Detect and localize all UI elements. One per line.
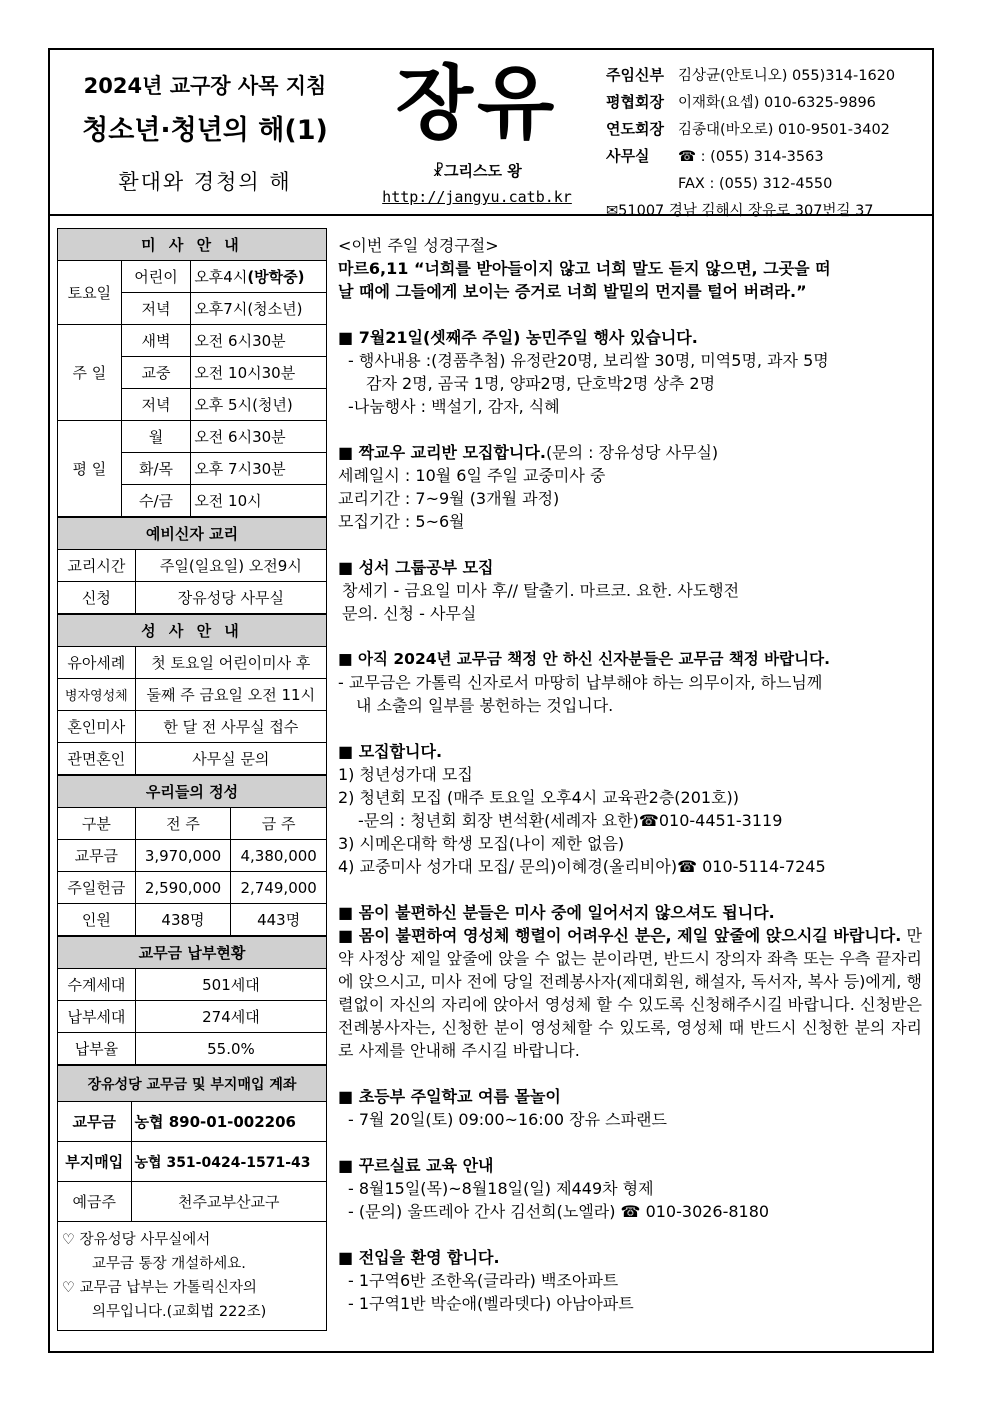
day-saturday: 토요일 bbox=[58, 261, 122, 325]
table-value: 사무실 문의 bbox=[135, 743, 326, 775]
table-label: 인원 bbox=[58, 904, 136, 936]
mass-time: 오전 6시30분 bbox=[191, 421, 327, 453]
table-value: 2,590,000 bbox=[135, 872, 231, 904]
section-line: 모집기간 : 5~6월 bbox=[338, 512, 465, 531]
mass-label: 월 bbox=[121, 421, 191, 453]
mass-time: 오후 5시(청년) bbox=[191, 389, 327, 421]
section-title: ■ 몸이 불편하신 분들은 미사 중에 일어서지 않으셔도 됩니다. bbox=[338, 903, 775, 922]
verse-text: 날 때에 그들에게 보이는 증거로 너희 발밑의 먼지를 털어 버려라.” bbox=[338, 282, 807, 301]
mass-time: 오전 6시30분 bbox=[191, 325, 327, 357]
table-value: 장유성당 사무실 bbox=[135, 582, 326, 614]
section-line: - 8월15일(목)~8월18일(일) 제449차 형제 bbox=[348, 1179, 654, 1198]
section-line: - 1구역6반 조한옥(글라라) 백조아파트 bbox=[348, 1271, 619, 1290]
table-value: 501세대 bbox=[135, 969, 326, 1001]
note-line: 교무금 통장 개설하세요. bbox=[92, 1256, 246, 1272]
contact-pastor: 주임신부 김상균(안토니오) 055)314-1620 bbox=[606, 66, 896, 84]
guideline-theme: 청소년·청년의 해(1) bbox=[82, 115, 328, 146]
day-weekday: 평 일 bbox=[58, 421, 122, 517]
guideline-year: 2024년 교구장 사목 지침 bbox=[83, 74, 327, 98]
dues-title: 교무금 납부현황 bbox=[58, 937, 327, 969]
catechumen-table bbox=[57, 517, 327, 614]
section-title: ■ 초등부 주일학교 여름 몰놀이 bbox=[338, 1087, 561, 1106]
mass-time: 오후7시(청소년) bbox=[191, 293, 327, 325]
section-paragraph: ■ 몸이 불편하여 영성체 행렬이 어려우신 분은, 제일 앞줄에 앉으시길 바랍니다. 만약 사정상 제일 앞줄에 앉을 수 없는 분이라면, 반드시 장의자 좌측 또는 우측 끝자리에 앉으시고, 미사 전에 당일 전례봉사자(제대회원, 해설자, 독서자, 복사 등)에게, 행렬없이 자신의 자리에 앉아서 영성체 할 수 있도록 신청해주시길 바랍니다. 신청받은 전례봉사자는, 신청한 분이 영성체할 수 있도록, 영성체 때 반드시 신청한 분의 자리로 사제를 안내해 주시길 바랍니다. bbox=[338, 926, 922, 1060]
contact-address: ✉51007 경남 김해시 장유로 307번길 37 bbox=[606, 203, 874, 219]
section-title: ■ 꾸르실료 교육 안내 bbox=[338, 1156, 494, 1175]
table-label: 유아세례 bbox=[58, 647, 136, 679]
section-line: - (문의) 울뜨레아 간사 김선희(노엘라) ☎ 010-3026-8180 bbox=[348, 1202, 770, 1221]
dues-table bbox=[57, 936, 327, 1065]
table-label: 교무금 bbox=[58, 840, 136, 872]
guideline-subtheme: 환대와 경청의 해 bbox=[118, 170, 292, 194]
section-line: -나눔행사 : 백설기, 감자, 식혜 bbox=[348, 397, 560, 416]
table-label: 수계세대 bbox=[58, 969, 136, 1001]
column-header: 구분 bbox=[58, 808, 136, 840]
section-line: 교리기간 : 7~9월 (3개월 과정) bbox=[338, 489, 560, 508]
contact-office: 사무실 ☎ : (055) 314-3563 bbox=[606, 147, 824, 165]
sacrament-title: 성 사 안 내 bbox=[58, 615, 327, 647]
section-title: ■ 아직 2024년 교무금 책정 안 하신 신자분들은 교무금 책정 바랍니다. bbox=[338, 650, 830, 668]
section-title: ■ 전입을 환영 합니다. bbox=[338, 1248, 500, 1267]
table-value: 첫 토요일 어린이미사 후 bbox=[135, 647, 326, 679]
account-table bbox=[57, 1065, 327, 1222]
table-label: 주일헌금 bbox=[58, 872, 136, 904]
table-label: 교무금 bbox=[58, 1102, 132, 1142]
section-line: -문의 : 청년회 회장 변석환(세례자 요한)☎010-4451-3119 bbox=[358, 811, 783, 830]
table-label: 예금주 bbox=[58, 1182, 132, 1222]
section-title: ■ 짝교우 교리반 모집합니다.(문의 : 장유성당 사무실) bbox=[338, 443, 719, 462]
contact-fax: FAX : (055) 312-4550 bbox=[678, 176, 833, 192]
section-line: 문의. 신청 - 사무실 bbox=[342, 604, 477, 623]
parish-logo: 장유 bbox=[395, 57, 559, 150]
table-value: 주일(일요일) 오전9시 bbox=[135, 550, 326, 582]
contact-council: 평협회장 이재화(요셉) 010-6325-9896 bbox=[606, 93, 876, 111]
section-line: - 1구역1반 박순애(벨라뎃다) 아남아파트 bbox=[348, 1294, 634, 1313]
table-value: 농협 351-0424-1571-43 bbox=[131, 1142, 326, 1182]
table-value: 4,380,000 bbox=[231, 840, 327, 872]
mass-label: 수/금 bbox=[121, 485, 191, 517]
section-line: - 행사내용 :(경품추첨) 유정란20명, 보리쌀 30명, 미역5명, 과자 5명 bbox=[348, 351, 829, 370]
pastoral-guideline bbox=[50, 50, 360, 216]
table-label: 관면혼인 bbox=[58, 743, 136, 775]
table-value: 3,970,000 bbox=[135, 840, 231, 872]
mass-time: 오전 10시30분 bbox=[191, 357, 327, 389]
table-label: 납부율 bbox=[58, 1033, 136, 1065]
offering-table bbox=[57, 775, 327, 936]
section-title: ■ 모집합니다. bbox=[338, 742, 443, 761]
table-value: 2,749,000 bbox=[231, 872, 327, 904]
section-line: 감자 2명, 곰국 1명, 양파2명, 단호박2명 상추 2명 bbox=[366, 374, 716, 393]
column-header: 전 주 bbox=[135, 808, 231, 840]
mass-time: 오전 10시 bbox=[191, 485, 327, 517]
sidebar-notes bbox=[57, 1222, 327, 1331]
note-line: ♡ 장유성당 사무실에서 bbox=[62, 1232, 211, 1248]
sacrament-table bbox=[57, 614, 327, 775]
table-value: 443명 bbox=[231, 904, 327, 936]
note-line: 의무입니다.(교회법 222조) bbox=[92, 1304, 267, 1320]
mass-title: 미 사 안 내 bbox=[58, 229, 327, 261]
mass-label: 어린이 bbox=[121, 261, 191, 293]
christ-king-label: ☧그리스도 왕 bbox=[432, 162, 522, 180]
verse-title: <이번 주일 성경구절> bbox=[338, 236, 499, 255]
mass-schedule-table bbox=[57, 228, 327, 517]
contact-yeondo: 연도회장 김종대(바오로) 010-9501-3402 bbox=[606, 120, 890, 138]
verse-text: 마르6,11 “너희를 받아들이지 않고 너희 말도 듣지 않으면, 그곳을 떠 bbox=[338, 259, 831, 278]
mass-label: 교중 bbox=[121, 357, 191, 389]
section-line: 세례일시 : 10월 6일 주일 교중미사 중 bbox=[338, 466, 606, 485]
table-label: 교리시간 bbox=[58, 550, 136, 582]
table-label: 납부세대 bbox=[58, 1001, 136, 1033]
mass-label: 새벽 bbox=[121, 325, 191, 357]
table-value: 55.0% bbox=[135, 1033, 326, 1065]
bulletin-page bbox=[48, 48, 934, 1353]
section-line: 창세기 - 금요일 미사 후// 탈출기. 마르코. 요한. 사도행전 bbox=[342, 581, 740, 600]
section-line: 내 소출의 일부를 봉헌하는 것입니다. bbox=[356, 696, 614, 715]
contact-info bbox=[606, 62, 928, 224]
offering-title: 우리들의 정성 bbox=[58, 776, 327, 808]
mass-time: 오후4시(방학중) bbox=[191, 261, 327, 293]
table-label: 혼인미사 bbox=[58, 711, 136, 743]
table-value: 438명 bbox=[135, 904, 231, 936]
table-value: 농협 890-01-002206 bbox=[131, 1102, 326, 1142]
table-value: 한 달 전 사무실 접수 bbox=[135, 711, 326, 743]
mass-label: 저녁 bbox=[121, 293, 191, 325]
catechumen-title: 예비신자 교리 bbox=[58, 518, 327, 550]
mass-label: 화/목 bbox=[121, 453, 191, 485]
table-label: 부지매입 bbox=[58, 1142, 132, 1182]
section-line: - 7월 20일(토) 09:00~16:00 장유 스파랜드 bbox=[348, 1110, 667, 1129]
table-value: 274세대 bbox=[135, 1001, 326, 1033]
section-line: 3) 시메온대학 학생 모집(나이 제한 없음) bbox=[338, 834, 625, 853]
section-line: - 교무금은 가톨릭 신자로서 마땅히 납부해야 하는 의무이자, 하느님께 bbox=[338, 673, 823, 692]
column-header: 금 주 bbox=[231, 808, 327, 840]
parish-masthead bbox=[368, 50, 586, 216]
section-line: 1) 청년성가대 모집 bbox=[338, 765, 473, 784]
section-title: ■ 7월21일(셋째주 주일) 농민주일 행사 있습니다. bbox=[338, 328, 698, 347]
mass-time: 오후 7시30분 bbox=[191, 453, 327, 485]
table-value: 둘째 주 금요일 오전 11시 bbox=[135, 679, 326, 711]
section-line: 2) 청년회 모집 (매주 토요일 오후4시 교육관2층(201호)) bbox=[338, 788, 740, 807]
section-title: ■ 성서 그룹공부 모집 bbox=[338, 558, 494, 577]
day-sunday: 주 일 bbox=[58, 325, 122, 421]
left-sidebar bbox=[57, 228, 327, 1331]
table-label: 병자영성체 bbox=[58, 679, 136, 711]
announcements bbox=[338, 234, 922, 1315]
table-label: 신청 bbox=[58, 582, 136, 614]
account-title: 장유성당 교무금 및 부지매입 계좌 bbox=[58, 1066, 327, 1102]
note-line: ♡ 교무금 납부는 가톨릭신자의 bbox=[62, 1280, 257, 1296]
section-line: 4) 교중미사 성가대 모집/ 문의)이혜경(올리비아)☎ 010-5114-7245 bbox=[338, 857, 826, 876]
bulletin-header bbox=[50, 50, 932, 219]
table-value: 천주교부산교구 bbox=[131, 1182, 326, 1222]
parish-url-link[interactable]: http://jangyu.catb.kr bbox=[382, 188, 572, 206]
mass-label: 저녁 bbox=[121, 389, 191, 421]
